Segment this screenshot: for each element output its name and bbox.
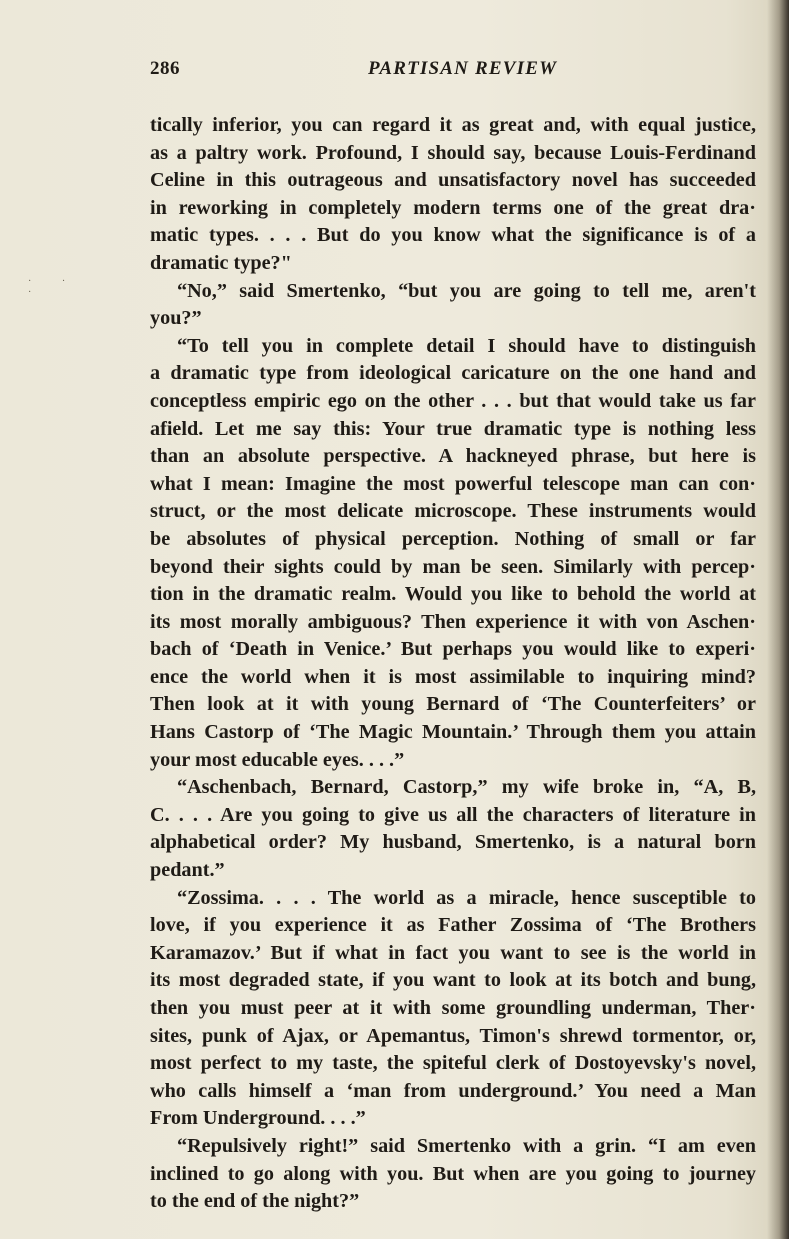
text-line: to the end of the night?” [150, 1190, 360, 1213]
text-line: matic types. . . . But do you know what the significance is of a [150, 224, 756, 247]
text-line: “Repulsively right!” said Smertenko with a grin. “I am even [177, 1134, 756, 1157]
text-line: sites, punk of Ajax, or Apemantus, Timon's shrewd tormentor, or, [150, 1024, 756, 1047]
spine-shadow [767, 0, 789, 1239]
journal-title: PARTISAN REVIEW [368, 58, 558, 79]
text-line: bach of ‘Death in Venice.’ But perhaps you would like to experi· [150, 638, 756, 661]
text-line: than an absolute perspective. A hackneyed phrase, but here is [150, 445, 756, 468]
text-line: Karamazov.’ But if what in fact you want to see is the world in [150, 941, 756, 964]
text-line: most perfect to my taste, the spiteful clerk of Dostoyevsky's novel, [150, 1052, 756, 1075]
text-line: conceptless empiric ego on the other . . . but that would take us far [150, 389, 756, 412]
text-line: Hans Castorp of ‘The Magic Mountain.’ Through them you attain [150, 721, 756, 744]
text-line: “No,” said Smertenko, “but you are going to tell me, aren't [177, 279, 756, 302]
text-line: C. . . . Are you going to give us all the characters of literature in [150, 803, 756, 826]
text-line: who calls himself a ‘man from underground.’ You need a Man [150, 1079, 756, 1102]
text-line: tion in the dramatic realm. Would you like to behold the world at [150, 583, 756, 606]
text-line: Celine in this outrageous and unsatisfactory novel has succeeded [150, 169, 756, 192]
text-line: “To tell you in complete detail I should have to distinguish [177, 334, 756, 357]
text-line: “Aschenbach, Bernard, Castorp,” my wife broke in, “A, B, [177, 776, 756, 799]
text-line: pedant.” [150, 859, 225, 882]
text-line: be absolutes of physical perception. Nothing of small or far [150, 527, 756, 550]
running-head [150, 58, 750, 88]
body-text [150, 112, 756, 1216]
text-line: love, if you experience it as Father Zossima of ‘The Brothers [150, 914, 756, 937]
text-line: Then look at it with young Bernard of ‘The Counterfeiters’ or [150, 693, 756, 716]
text-line: as a paltry work. Profound, I should say, because Louis-Ferdinand [150, 141, 756, 164]
text-line: struct, or the most delicate microscope. These instruments would [150, 500, 756, 523]
text-line: afield. Let me say this: Your true dramatic type is nothing less [150, 417, 756, 440]
text-line: in reworking in completely modern terms one of the great dra· [150, 196, 756, 219]
text-line: alphabetical order? My husband, Smertenko, is a natural born [150, 831, 756, 854]
text-line: ence the world when it is most assimilable to inquiring mind? [150, 665, 756, 688]
text-line: you?” [150, 307, 202, 330]
text-line: then you must peer at it with some groundling underman, Ther· [150, 997, 756, 1019]
text-line: dramatic type?" [150, 251, 292, 274]
text-line: its most degraded state, if you want to look at its botch and bung, [150, 969, 756, 992]
text-line: “Zossima. . . . The world as a miracle, hence susceptible to [177, 886, 756, 909]
text-line: your most educable eyes. . . .” [150, 748, 405, 771]
text-line: what I mean: Imagine the most powerful telescope man can con· [150, 472, 756, 495]
text-line: inclined to go along with you. But when are you going to journey [150, 1162, 756, 1185]
text-line: beyond their sights could by man be seen. Similarly with percep· [150, 555, 756, 578]
text-line: its most morally ambiguous? Then experience it with von Aschen· [150, 610, 756, 633]
text-line: a dramatic type from ideological caricature on the one hand and [150, 362, 756, 385]
text-line: tically inferior, you can regard it as great and, with equal justice, [150, 114, 756, 136]
page-specks: · · · [28, 276, 80, 298]
text-line: From Underground. . . .” [150, 1107, 366, 1130]
page-number: 286 [150, 58, 180, 79]
